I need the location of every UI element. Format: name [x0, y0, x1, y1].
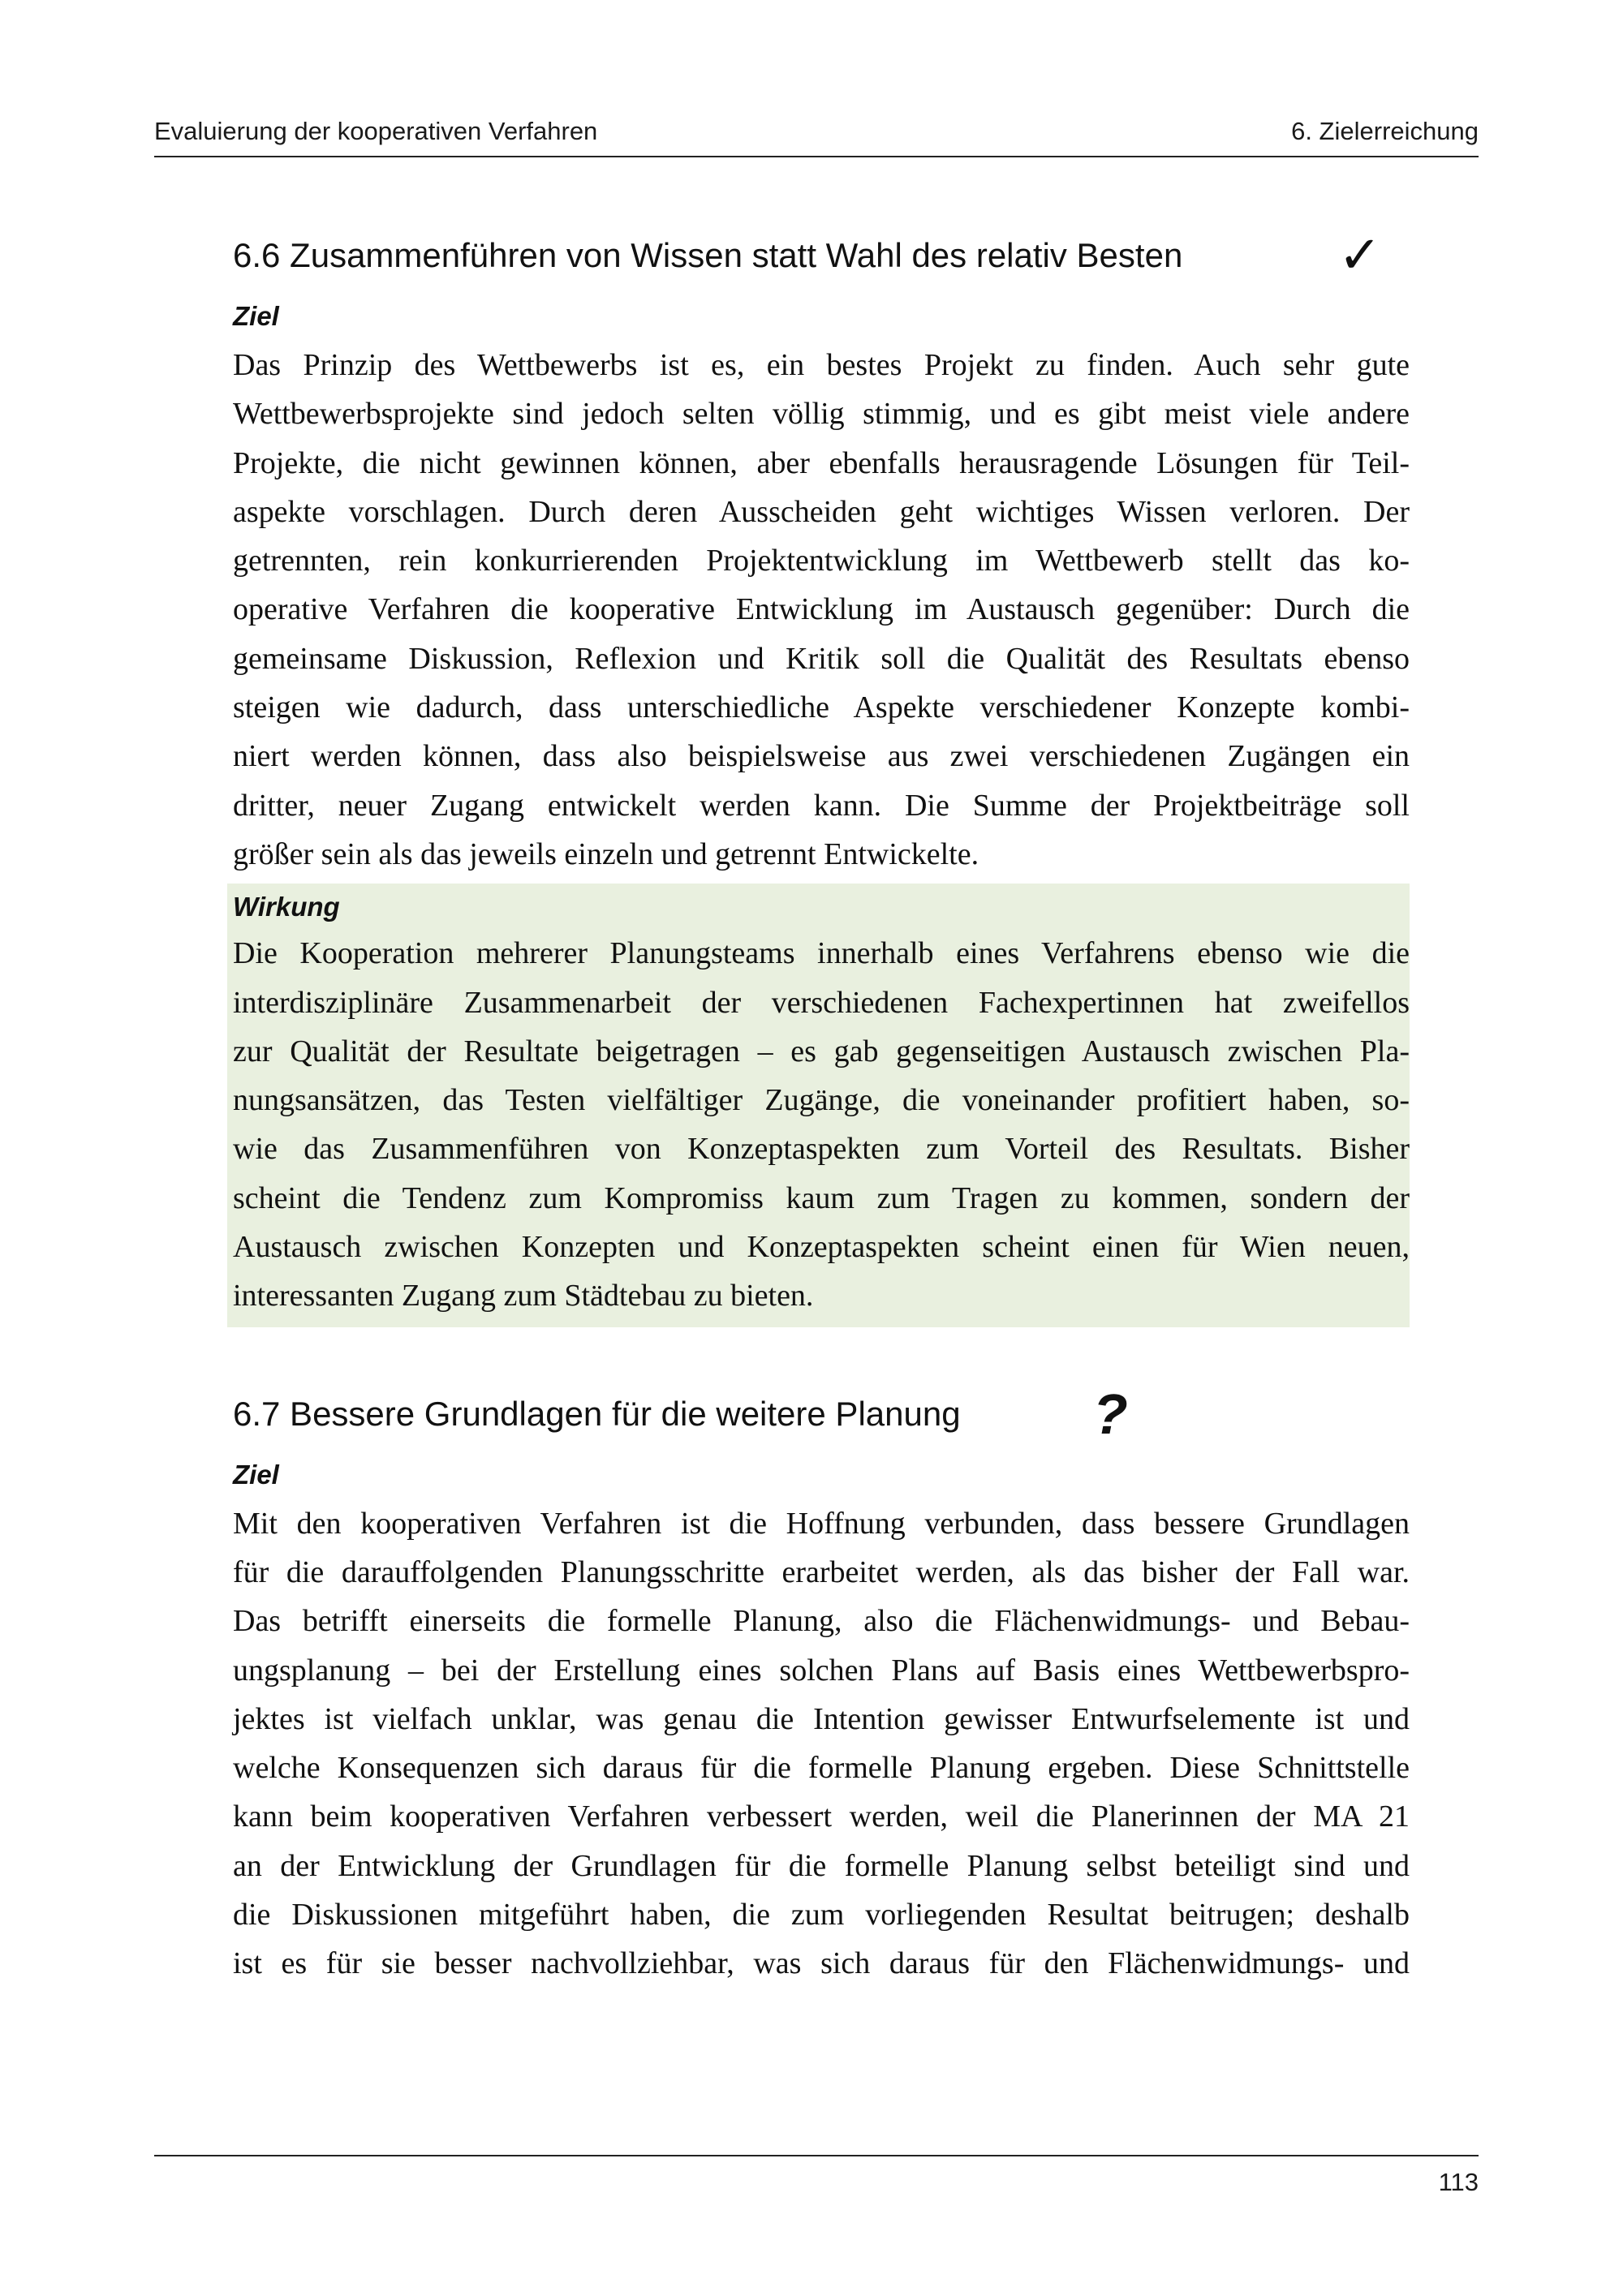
checkmark-icon: ✓ — [1338, 226, 1382, 286]
text-line: zur Qualität der Resultate beigetragen – es gab gegenseitigen Austausch zwischen Pla- — [233, 1034, 1410, 1068]
text-line: kann beim kooperativen Verfahren verbessert werden, weil die Planerinnen der MA 21 — [233, 1799, 1410, 1834]
text-line: die Diskussionen mitgeführt haben, die zum vorliegenden Resultat beitrugen; deshalb — [233, 1898, 1410, 1933]
text-line: für die darauffolgenden Planungsschritte erarbeitet werden, als das bisher der Fall war. — [233, 1554, 1410, 1589]
effect-paragraph — [233, 929, 1410, 1320]
text-line: interdisziplinäre Zusammenarbeit der verschiedenen Fachexpertinnen hat zweifellos — [233, 985, 1410, 1020]
text-line: jektes ist vielfach unklar, was genau die Intention gewisser Entwurfselemente ist und — [233, 1701, 1410, 1736]
text-line: ungsplanung – bei der Erstellung eines solchen Plans auf Basis eines Wettbewerbspro- — [233, 1653, 1410, 1688]
running-header — [154, 112, 1479, 157]
header-chapter-title: 6. Zielerreichung — [1291, 117, 1479, 145]
goal-paragraph — [233, 341, 1410, 879]
text-line: Das betrifft einerseits die formelle Planung, also die Flächenwidmungs- und Bebau- — [233, 1604, 1410, 1639]
text-line: niert werden können, dass also beispielsweise aus zwei verschiedenen Zugängen ein — [233, 739, 1410, 774]
goal-heading: Ziel — [233, 1459, 279, 1490]
text-line: Projekte, die nicht gewinnen können, aber ebenfalls herausragende Lösungen für Teil- — [233, 445, 1410, 480]
section-title-text: 6.7 Bessere Grundlagen für die weitere Planung — [233, 1394, 961, 1433]
text-line: Die Kooperation mehrerer Planungsteams innerhalb eines Verfahrens ebenso wie die — [233, 936, 1410, 971]
text-line: Wettbewerbsprojekte sind jedoch selten völlig stimmig, und es gibt meist viele andere — [233, 397, 1410, 432]
section-title — [233, 219, 1410, 292]
running-footer — [154, 2155, 1479, 2196]
text-line: größer sein als das jeweils einzeln und getrennt Entwickelte. — [233, 836, 979, 871]
question-mark-icon: ? — [1093, 1382, 1128, 1446]
text-line: aspekte vorschlagen. Durch deren Ausscheiden geht wichtiges Wissen verloren. Der — [233, 494, 1410, 529]
section-title — [233, 1378, 1410, 1451]
header-document-title: Evaluierung der kooperativen Verfahren — [154, 117, 598, 145]
text-line: scheint die Tendenz zum Kompromiss kaum zum Tragen zu kommen, sondern der — [233, 1180, 1410, 1215]
text-line: ist es für sie besser nachvollziehbar, was sich daraus für den Flächenwidmungs- und — [233, 1946, 1410, 1981]
text-line: Mit den kooperativen Verfahren ist die Hoffnung verbunden, dass bessere Grundlagen — [233, 1506, 1410, 1541]
page-number: 113 — [1438, 2168, 1479, 2196]
text-line: operative Verfahren die kooperative Entwicklung im Austausch gegenüber: Durch die — [233, 592, 1410, 627]
goal-heading: Ziel — [233, 301, 279, 331]
page-content — [233, 219, 1410, 1989]
text-line: welche Konsequenzen sich daraus für die formelle Planung ergeben. Diese Schnittstelle — [233, 1751, 1410, 1786]
effect-heading: Wirkung — [233, 892, 340, 922]
text-line: dritter, neuer Zugang entwickelt werden kann. Die Summe der Projektbeiträge soll — [233, 788, 1410, 823]
text-line: nungsansätzen, das Testen vielfältiger Zugänge, die voneinander profitiert haben, so- — [233, 1083, 1410, 1118]
section-6-6 — [233, 219, 1410, 1327]
text-line: an der Entwicklung der Grundlagen für die formelle Planung selbst beteiligt sind und — [233, 1848, 1410, 1883]
effect-box — [227, 884, 1410, 1326]
text-line: wie das Zusammenführen von Konzeptaspekten zum Vorteil des Resultats. Bisher — [233, 1132, 1410, 1167]
text-line: Austausch zwischen Konzepten und Konzeptaspekten scheint einen für Wien neuen, — [233, 1230, 1410, 1265]
section-title-text: 6.6 Zusammenführen von Wissen statt Wahl des relativ Besten — [233, 236, 1183, 274]
goal-paragraph — [233, 1499, 1410, 1989]
text-line: Das Prinzip des Wettbewerbs ist es, ein bestes Projekt zu finden. Auch sehr gute — [233, 348, 1410, 382]
text-line: gemeinsame Diskussion, Reflexion und Kritik soll die Qualität des Resultats ebenso — [233, 641, 1410, 676]
section-6-7 — [233, 1378, 1410, 1989]
text-line: interessanten Zugang zum Städtebau zu bieten. — [233, 1279, 814, 1314]
text-line: getrennten, rein konkurrierenden Projektentwicklung im Wettbewerb stellt das ko- — [233, 544, 1410, 578]
text-line: steigen wie dadurch, dass unterschiedliche Aspekte verschiedener Konzepte kombi- — [233, 690, 1410, 725]
